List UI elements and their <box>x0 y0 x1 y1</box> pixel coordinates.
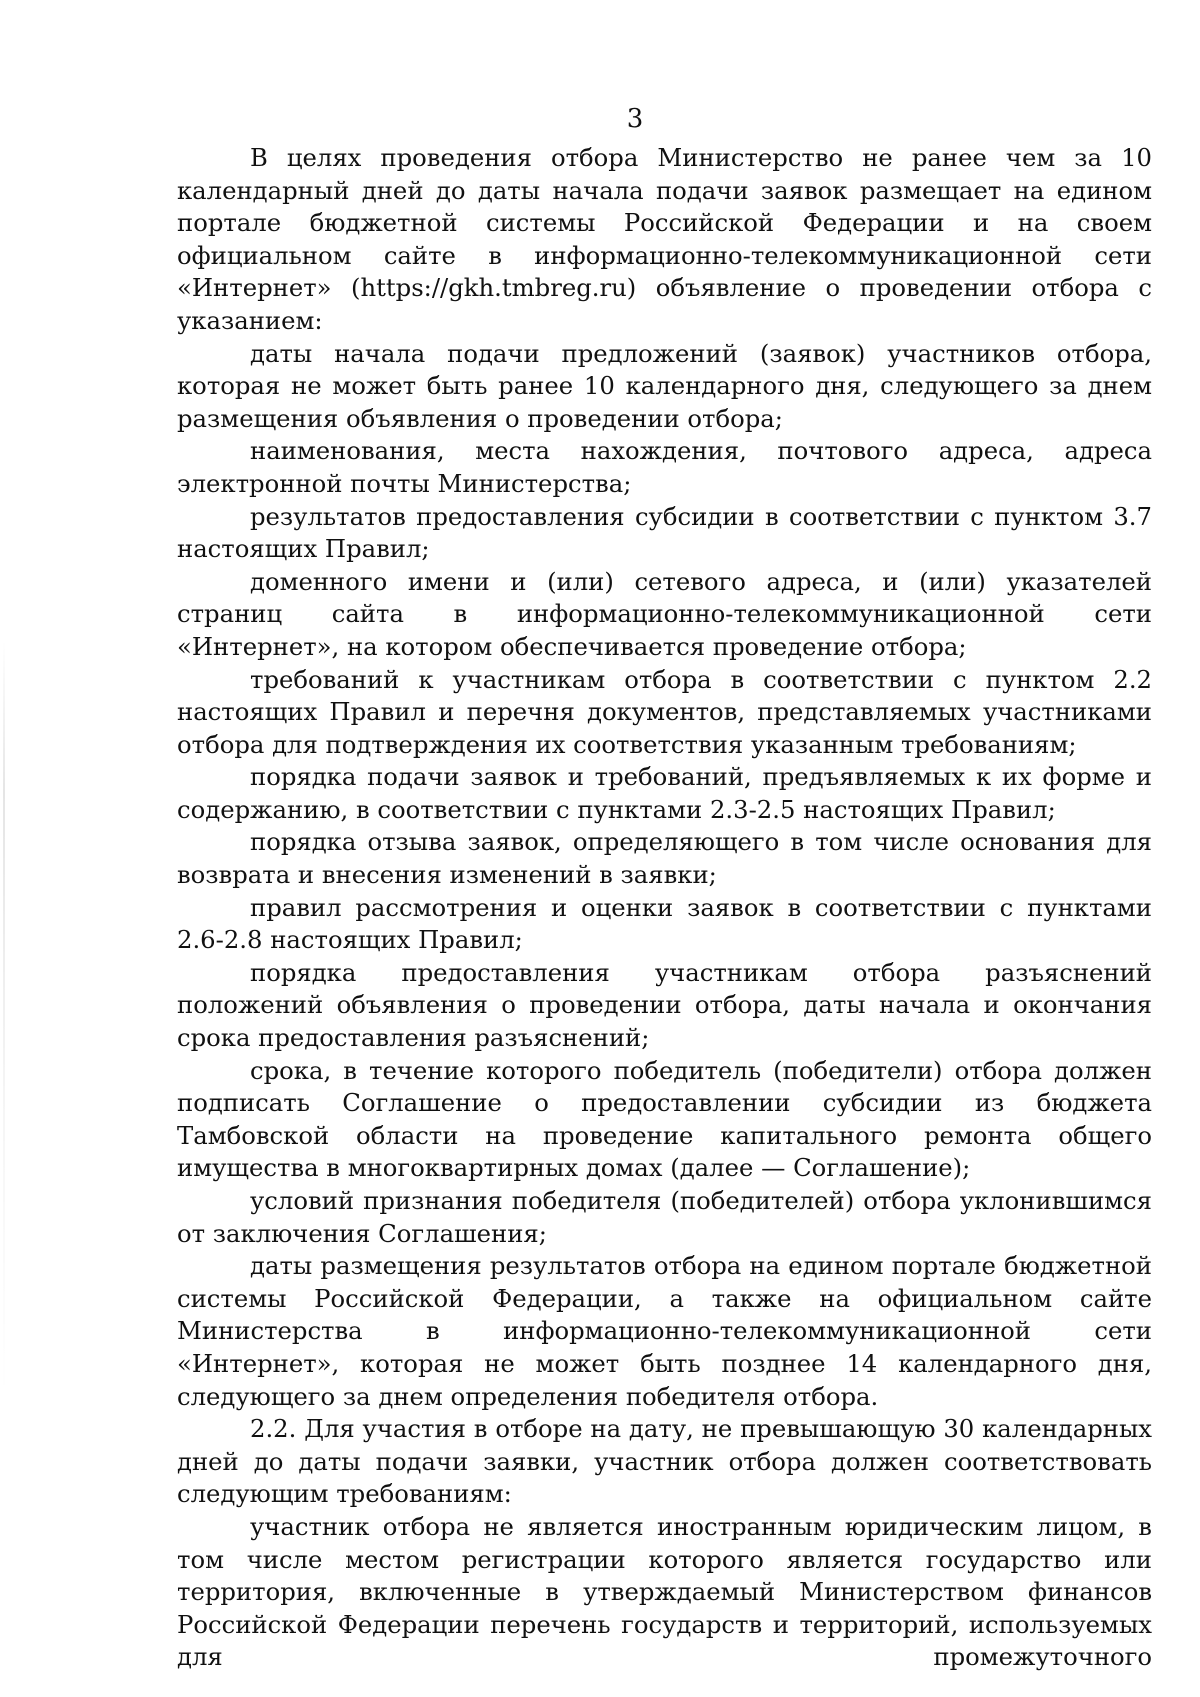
paragraph-section-2-2: 2.2. Для участия в отборе на дату, не превышающую 30 календарных дней до даты подачи заявки, участник отбора должен соответствовать следующим требованиям: <box>177 1414 1152 1509</box>
document-body <box>177 142 1152 1674</box>
paragraph-start-date: даты начала подачи предложений (заявок) участников отбора, которая не может быть ранее 10 календарного дня, следующего за днем размещения объявления о проведении отбора; <box>177 338 1152 433</box>
paragraph-ministry-contacts: наименования, места нахождения, почтового адреса, адреса электронной почты Министерства; <box>177 436 1152 498</box>
paragraph-subsidy-results: результатов предоставления субсидии в соответствии с пунктом 3.7 настоящих Правил; <box>177 501 1152 564</box>
paragraph-evasion-conditions: условий признания победителя (победителей) отбора уклонившимся от заключения Соглашения; <box>177 1186 1152 1248</box>
paragraph-results-publication: даты размещения результатов отбора на едином портале бюджетной системы Российской Федерации, а также на официальном сайте Министерства в информационно-телекоммуникационной сети «Интернет», которая не может быть позднее 14 календарного дня, следующего за днем определения победителя отбора. <box>177 1251 1152 1411</box>
paragraph-submission-order: порядка подачи заявок и требований, предъявляемых к их форме и содержанию, в соответствии с пунктами 2.3-2.5 настоящих Правил; <box>177 762 1152 824</box>
paragraph-review-rules: правил рассмотрения и оценки заявок в соответствии с пунктами 2.6-2.8 настоящих Правил; <box>177 892 1152 955</box>
paragraph-foreign-entity: участник отбора не является иностранным юридическим лицом, в том числе местом регистрации которого является государство или территория, включенные в утверждаемый Министерством финансов Российской Федерации перечень государств и территорий, используемых для промежуточного <box>177 1511 1152 1672</box>
paragraph-withdrawal-order: порядка отзыва заявок, определяющего в том числе основания для возврата и внесения изменений в заявки; <box>177 827 1152 890</box>
paragraph-intro: В целях проведения отбора Министерство не ранее чем за 10 календарный дней до даты начала подачи заявок размещает на едином портале бюджетной системы Российской Федерации и на своем официальном сайте в информационно-телекоммуникационной сети «Интернет» (https://gkh.tmbreg.ru) объявление о проведении отбора с указанием: <box>177 143 1152 335</box>
paragraph-clarifications: порядка предоставления участникам отбора разъяснений положений объявления о проведении отбора, даты начала и окончания срока предоставления разъяснений; <box>177 957 1152 1053</box>
paragraph-agreement-term: срока, в течение которого победитель (победители) отбора должен подписать Соглашение о предоставлении субсидии из бюджета Тамбовской области на проведение капитального ремонта общего имущества в многоквартирных домах (далее — Соглашение); <box>177 1055 1152 1183</box>
scan-edge-shadow <box>3 640 5 1400</box>
page-number: 3 <box>626 104 644 134</box>
paragraph-participant-requirements: требований к участникам отбора в соответствии с пунктом 2.2 настоящих Правил и перечня документов, представляемых участниками отбора для подтверждения их соответствия указанным требованиям; <box>177 664 1152 759</box>
paragraph-domain-name: доменного имени и (или) сетевого адреса, и (или) указателей страниц сайта в информационно-телекоммуникационной сети «Интернет», на котором обеспечивается проведение отбора; <box>177 566 1152 661</box>
